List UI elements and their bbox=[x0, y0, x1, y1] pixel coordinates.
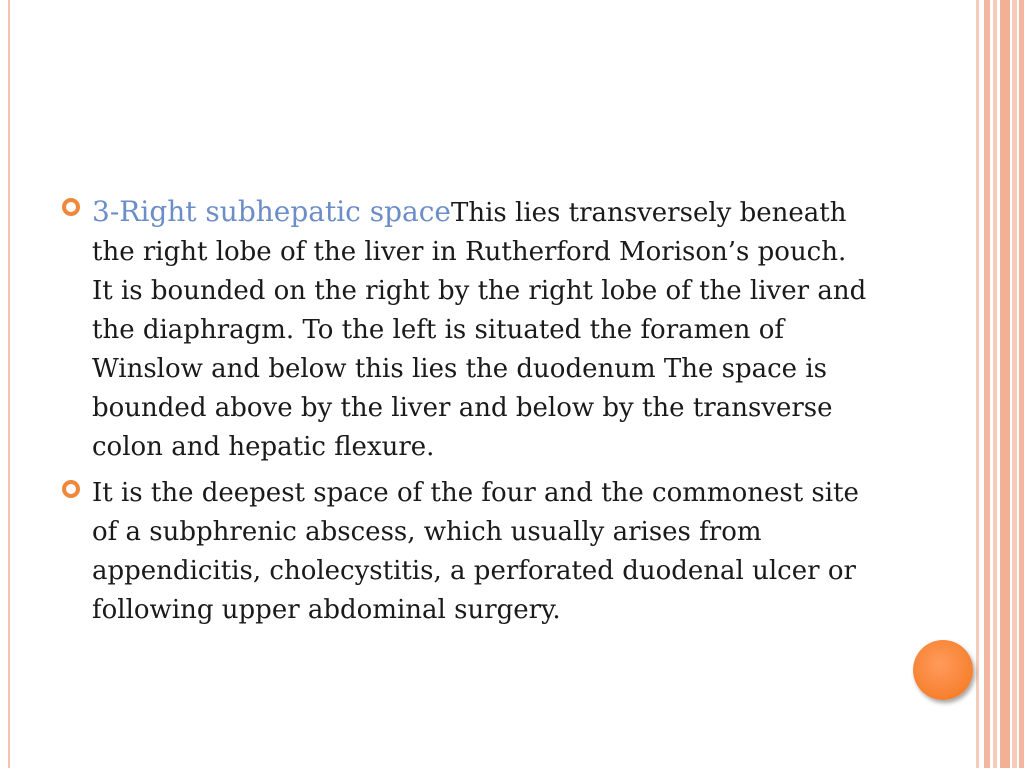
bullet-heading: 3-Right subhepatic space bbox=[92, 195, 451, 228]
circle-bullet-icon bbox=[62, 198, 80, 216]
left-border-line bbox=[8, 0, 10, 768]
slide-body bbox=[62, 192, 872, 637]
orange-circle-decoration bbox=[913, 640, 973, 700]
decorative-stripe bbox=[993, 0, 997, 768]
decorative-stripe bbox=[1012, 0, 1017, 768]
bullet-text: This lies transversely beneath the right lobe of the liver in Rutherford Morison’s pouch. It is bounded on the right by the right lobe of the liver and the diaphragm. To the left is situated the foramen of Winslow and below this lies the duodenum The space is bounded above by the liver and below by the transverse colon and hepatic flexure. bbox=[92, 198, 867, 462]
bullet-text: It is the deepest space of the four and the commonest site of a subphrenic abscess, which usually arises from appendicitis, cholecystitis, a perforated duodenal ulcer or following upper abdominal surgery. bbox=[92, 478, 859, 625]
bullet-item bbox=[62, 474, 872, 630]
decorative-stripe bbox=[984, 0, 990, 768]
decorative-stripe bbox=[976, 0, 979, 768]
decorative-stripe bbox=[1000, 0, 1010, 768]
decorative-stripe bbox=[1019, 0, 1024, 768]
circle-bullet-icon bbox=[62, 480, 80, 498]
bullet-item bbox=[62, 192, 872, 467]
